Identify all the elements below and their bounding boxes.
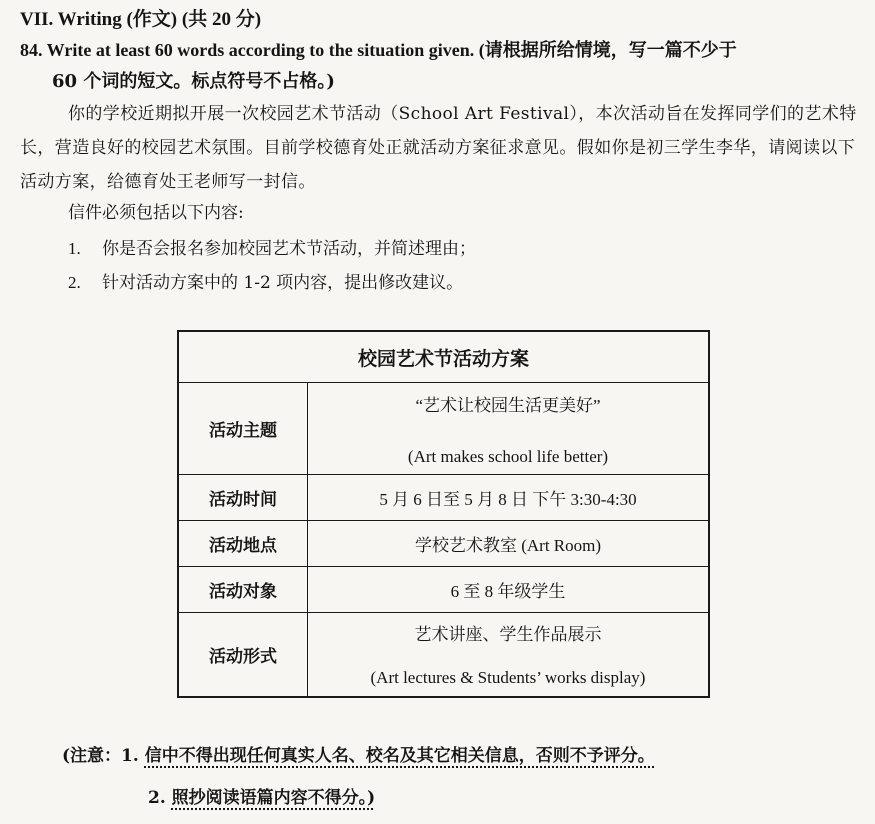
row-label: 活动地点	[178, 521, 308, 567]
question-line-1: 84. Write at least 60 words according to the situation given. (请根据所给情境，写一篇不少于	[20, 40, 737, 60]
table-row	[178, 383, 709, 475]
row-value	[308, 613, 710, 697]
row-label: 活动对象	[178, 567, 308, 613]
row-label: 活动时间	[178, 475, 308, 521]
requirement-number: 1.	[68, 239, 81, 258]
row-value: 5 月 6 日至 5 月 8 日 下午 3:30-4:30	[308, 475, 710, 521]
requirement-number: 2.	[68, 273, 81, 292]
situation-paragraph: 你的学校近期拟开展一次校园艺术节活动（School Art Festival），本次活动旨在发挥同学们的艺术特长，营造良好的校园艺术氛围。目前学校德育处正就活动方案征求意见。假如你是初三学生李华，请阅读以下活动方案，给德育处王老师写一封信。	[20, 104, 857, 192]
row-label: 活动主题	[178, 383, 308, 475]
note-text: 信中不得出现任何真实人名、校名及其它相关信息，否则不予评分。	[144, 746, 655, 766]
requirements-title: 信件必须包括以下内容:	[68, 203, 244, 223]
row-value: 学校艺术教室 (Art Room)	[308, 521, 710, 567]
note-text: 照抄阅读语篇内容不得分。)	[171, 788, 376, 808]
table-row	[178, 567, 709, 613]
form-english: (Art lectures & Students’ works display)	[370, 668, 646, 688]
form-chinese: 艺术讲座、学生作品展示	[414, 625, 602, 645]
table-row	[178, 475, 709, 521]
section-title: VII. Writing (作文) (共 20 分)	[20, 9, 262, 30]
activity-plan-table	[177, 330, 710, 698]
row-label: 活动形式	[178, 613, 308, 697]
theme-chinese: “艺术让校园生活更美好”	[415, 395, 601, 415]
note-line-2	[148, 783, 375, 808]
table-row	[178, 613, 709, 697]
note-line-1	[62, 741, 655, 766]
requirement-item	[68, 268, 463, 293]
theme-english: (Art makes school life better)	[407, 446, 609, 466]
note-prefix: (注意：1.	[62, 746, 145, 766]
row-value: 6 至 8 年级学生	[308, 567, 710, 613]
requirement-text: 针对活动方案中的 1-2 项内容，提出修改建议。	[102, 273, 464, 293]
requirement-text: 你是否会报名参加校园艺术节活动，并简述理由；	[102, 239, 476, 259]
question-line-2: 60 个词的短文。标点符号不占格。)	[52, 71, 335, 92]
requirement-item	[68, 234, 476, 259]
table-row	[178, 521, 709, 567]
row-value	[308, 383, 710, 475]
table-title: 校园艺术节活动方案	[178, 331, 709, 383]
note-prefix: 2.	[148, 788, 172, 808]
